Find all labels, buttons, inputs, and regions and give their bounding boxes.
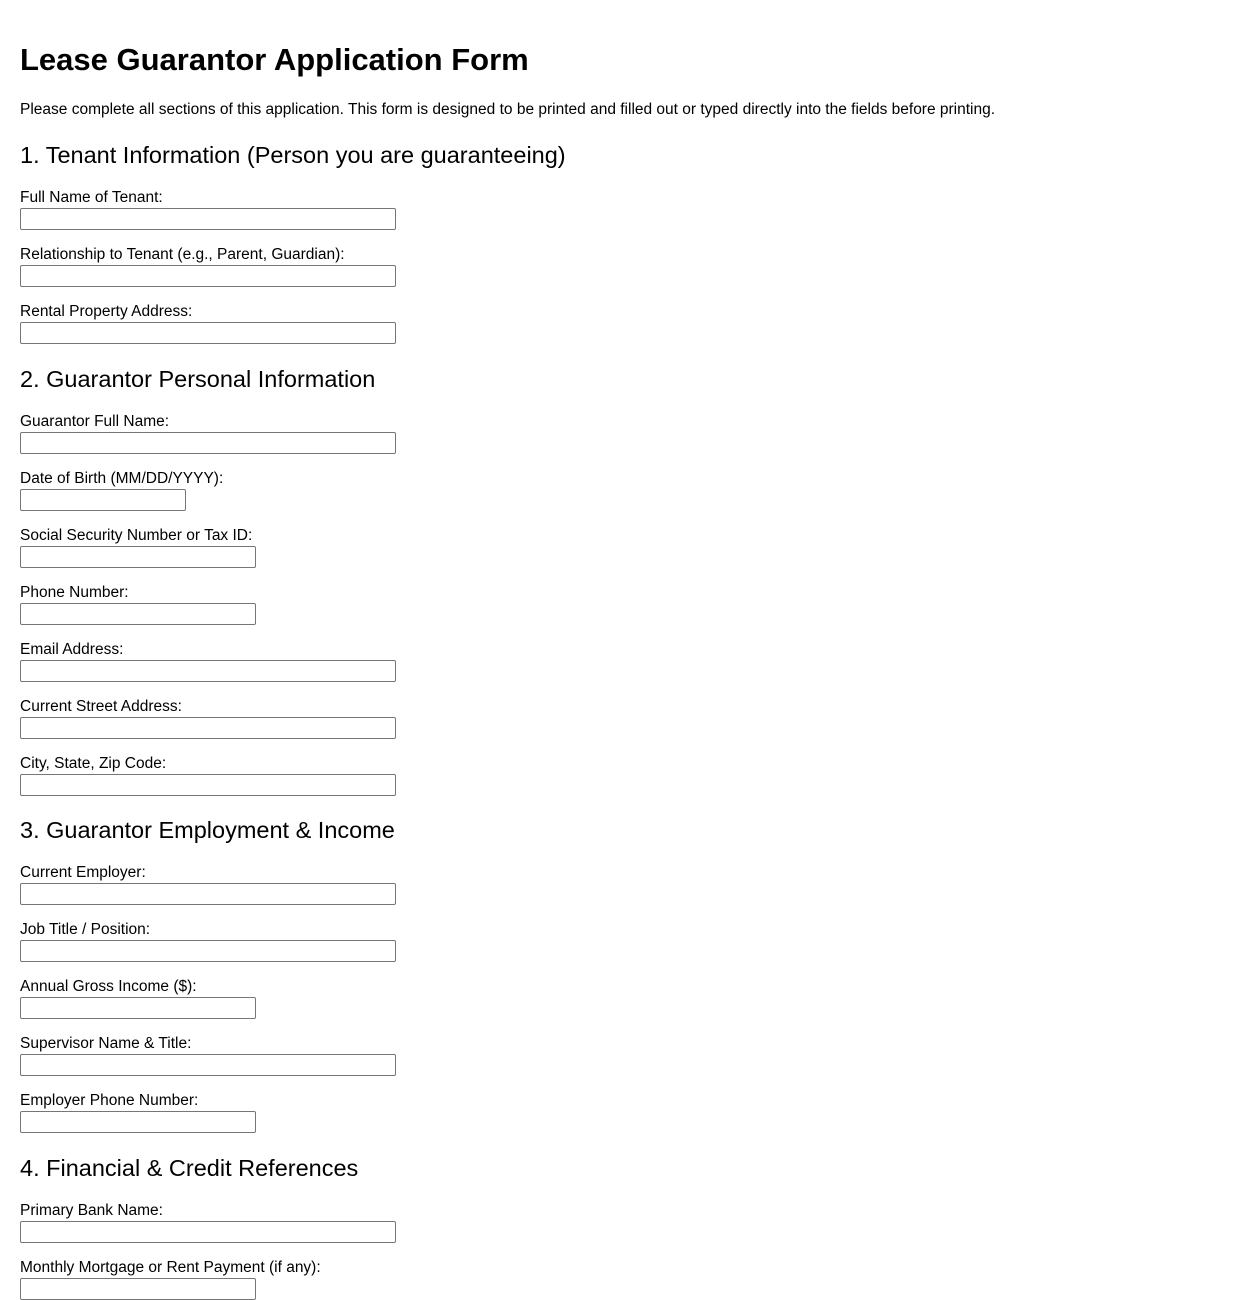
guarantor-full-name-input[interactable] — [20, 432, 396, 454]
field-ssn-or-tax-id — [20, 526, 256, 568]
current-employer-input[interactable] — [20, 883, 396, 905]
field-employer-phone-number — [20, 1091, 256, 1133]
field-supervisor-name-title — [20, 1034, 396, 1076]
phone-number-input[interactable] — [20, 603, 256, 625]
section-title-guarantor-personal-information: 2. Guarantor Personal Information — [20, 366, 376, 392]
field-annual-gross-income — [20, 977, 256, 1019]
employer-phone-number-input[interactable] — [20, 1111, 256, 1133]
field-job-title — [20, 920, 396, 962]
field-label: Current Employer: — [20, 864, 146, 881]
current-street-address-input[interactable] — [20, 717, 396, 739]
field-label: Guarantor Full Name: — [20, 413, 170, 430]
field-label: Phone Number: — [20, 584, 129, 601]
page-title: Lease Guarantor Application Form — [20, 42, 529, 77]
rental-property-address-input[interactable] — [20, 322, 396, 344]
field-label: Job Title / Position: — [20, 921, 151, 938]
relationship-to-tenant-input[interactable] — [20, 265, 396, 287]
field-current-street-address — [20, 697, 396, 739]
field-label: Social Security Number or Tax ID: — [20, 527, 253, 544]
field-label: Date of Birth (MM/DD/YYYY): — [20, 470, 224, 487]
field-guarantor-full-name — [20, 412, 396, 454]
intro-text: Please complete all sections of this application. This form is designed to be printed and filled out or typed directly into the fields before printing. — [20, 101, 996, 118]
field-label: Monthly Mortgage or Rent Payment (if any): — [20, 1259, 321, 1276]
field-label: Annual Gross Income ($): — [20, 978, 197, 995]
field-label: Current Street Address: — [20, 698, 182, 715]
job-title-input[interactable] — [20, 940, 396, 962]
annual-gross-income-input[interactable] — [20, 997, 256, 1019]
section-title-employment-income: 3. Guarantor Employment & Income — [20, 817, 395, 843]
date-of-birth-input[interactable] — [20, 489, 186, 511]
field-label: Email Address: — [20, 641, 124, 658]
field-label: Employer Phone Number: — [20, 1092, 199, 1109]
section-title-tenant-information: 1. Tenant Information (Person you are guaranteeing) — [20, 142, 566, 168]
ssn-or-tax-id-input[interactable] — [20, 546, 256, 568]
field-relationship-to-tenant — [20, 245, 396, 287]
field-primary-bank-name — [20, 1201, 396, 1243]
field-label: Supervisor Name & Title: — [20, 1035, 192, 1052]
field-rental-property-address — [20, 302, 396, 344]
field-label: City, State, Zip Code: — [20, 755, 167, 772]
field-tenant-full-name — [20, 188, 396, 230]
field-email-address — [20, 640, 396, 682]
city-state-zip-input[interactable] — [20, 774, 396, 796]
email-address-input[interactable] — [20, 660, 396, 682]
field-label: Primary Bank Name: — [20, 1202, 163, 1219]
primary-bank-name-input[interactable] — [20, 1221, 396, 1243]
tenant-full-name-input[interactable] — [20, 208, 396, 230]
field-monthly-mortgage-rent-payment — [20, 1258, 321, 1300]
field-label: Full Name of Tenant: — [20, 189, 163, 206]
field-city-state-zip — [20, 754, 396, 796]
field-date-of-birth — [20, 469, 223, 511]
monthly-mortgage-rent-payment-input[interactable] — [20, 1278, 256, 1300]
field-current-employer — [20, 863, 396, 905]
field-label: Rental Property Address: — [20, 303, 193, 320]
field-phone-number — [20, 583, 256, 625]
supervisor-name-title-input[interactable] — [20, 1054, 396, 1076]
section-title-financial-credit-references: 4. Financial & Credit References — [20, 1155, 359, 1181]
field-label: Relationship to Tenant (e.g., Parent, Guardian): — [20, 246, 345, 263]
